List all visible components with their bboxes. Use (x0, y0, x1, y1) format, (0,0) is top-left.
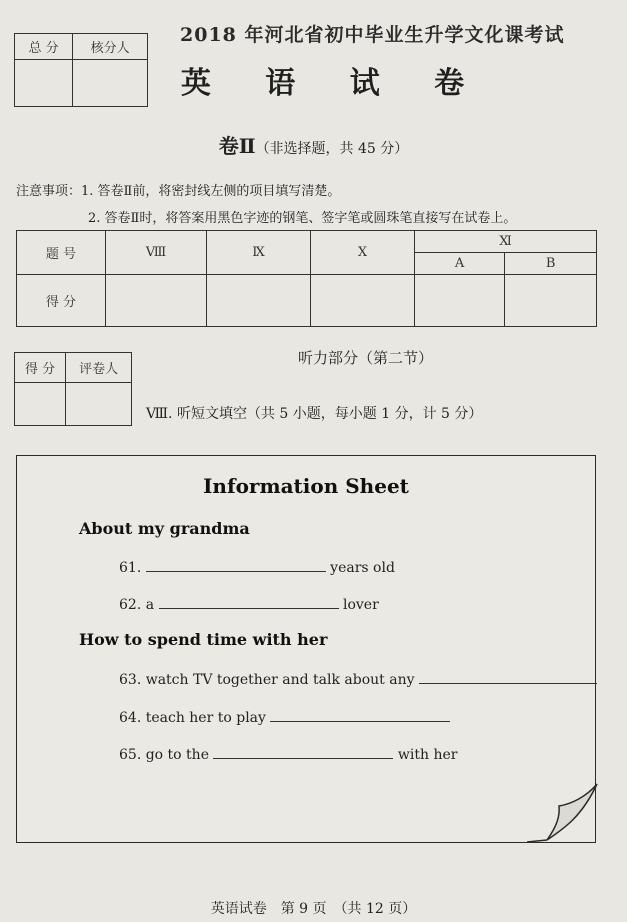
question-61 (119, 557, 395, 576)
sheet-title: Information Sheet (203, 474, 409, 498)
notes-label: 注意事项： (16, 184, 82, 199)
subheading-spend-time: How to spend time with her (79, 630, 328, 649)
score-cell-xi-b[interactable] (505, 275, 597, 327)
exam-title: 2018 年河北省初中毕业生升学文化课考试 (180, 24, 565, 46)
total-score-header: 总 分 (15, 34, 73, 60)
q61-number: 61. (119, 560, 142, 576)
q64-prefix: 64. teach her to play (119, 710, 266, 726)
score-cell-xi-a[interactable] (415, 275, 505, 327)
score-cell-x[interactable] (311, 275, 415, 327)
question-number-label: 题 号 (17, 231, 106, 275)
question-65 (119, 744, 457, 763)
grader-score-cell[interactable] (15, 383, 66, 426)
col-xi-b: B (505, 253, 597, 275)
score-cell-ix[interactable] (207, 275, 311, 327)
q65-blank[interactable] (213, 744, 393, 759)
question-63 (119, 669, 597, 688)
grader-name-cell[interactable] (66, 383, 132, 426)
q62-suffix: lover (342, 597, 379, 613)
grader-name-header: 评卷人 (66, 353, 132, 383)
question-62 (119, 594, 379, 613)
col-ix: Ⅸ (207, 231, 311, 275)
q65-prefix: 65. go to the (119, 747, 209, 763)
notes-line-1 (16, 180, 340, 199)
q62-prefix: 62. a (119, 597, 155, 613)
page-curl-icon (527, 776, 607, 842)
grader-box (14, 352, 132, 426)
checker-header: 核分人 (73, 34, 148, 60)
notes-item-1: 1. 答卷Ⅱ前，将密封线左侧的项目填写清楚。 (81, 184, 341, 199)
q63-blank[interactable] (419, 669, 597, 684)
col-xi: Ⅺ (415, 231, 597, 253)
volume-label: 卷Ⅱ (218, 134, 256, 158)
score-row-label: 得 分 (17, 275, 106, 327)
section-viii-instructions: Ⅷ. 听短文填空（共 5 小题，每小题 1 分，计 5 分） (146, 406, 483, 422)
q61-blank[interactable] (146, 557, 326, 572)
col-x: Ⅹ (311, 231, 415, 275)
q63-prefix: 63. watch TV together and talk about any (119, 672, 415, 688)
score-cell-viii[interactable] (106, 275, 207, 327)
listening-part-heading: 听力部分（第二节） (298, 349, 434, 367)
q62-blank[interactable] (159, 594, 339, 609)
volume-desc: （非选择题，共 45 分） (255, 141, 409, 157)
page-footer: 英语试卷 第 9 页 （共 12 页） (210, 901, 417, 917)
information-sheet (16, 455, 596, 843)
subheading-grandma: About my grandma (79, 519, 250, 538)
section-heading (0, 130, 627, 159)
col-viii: Ⅷ (106, 231, 207, 275)
score-table (16, 230, 597, 327)
q64-blank[interactable] (270, 707, 450, 722)
paper-title: 英 语 试 卷 (180, 66, 487, 101)
grader-score-header: 得 分 (15, 353, 66, 383)
notes-item-2: 2. 答卷Ⅱ时，将答案用黑色字迹的钢笔、签字笔或圆珠笔直接写在试卷上。 (88, 211, 517, 226)
col-xi-a: A (415, 253, 505, 275)
q61-suffix: years old (330, 560, 395, 576)
q65-suffix: with her (397, 747, 458, 763)
question-64 (119, 707, 450, 726)
